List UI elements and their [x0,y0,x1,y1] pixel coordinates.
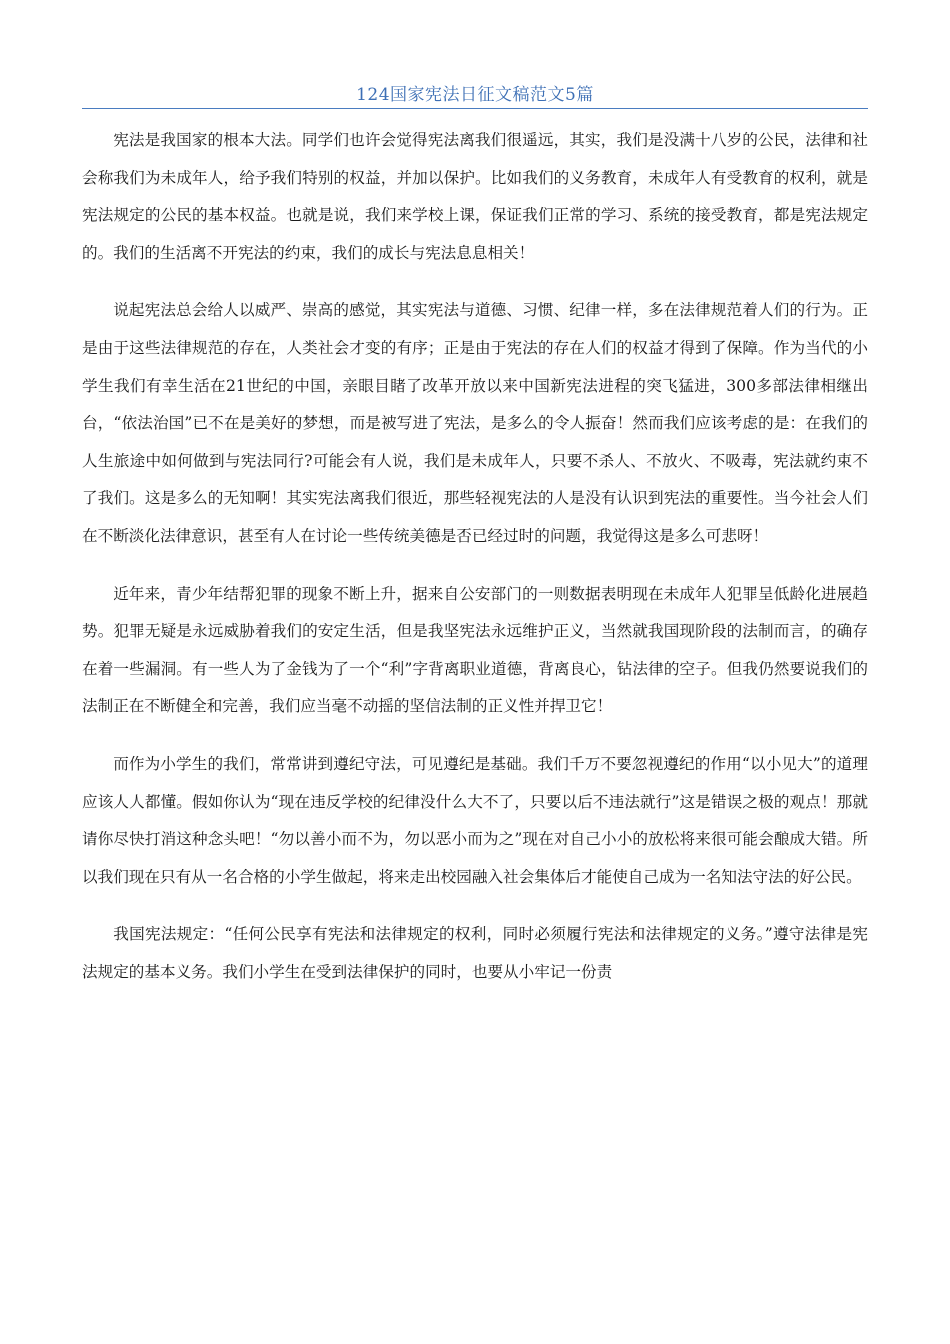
paragraph-3: 近年来，青少年结帮犯罪的现象不断上升，据来自公安部门的一则数据表明现在未成年人犯罪呈低龄化进展趋势。犯罪无疑是永远威胁着我们的安定生活，但是我坚宪法永远维护正义，当然就我国现阶段的法制而言，的确存在着一些漏洞。有一些人为了金钱为了一个“利”字背离职业道德，背离良心，钻法律的空子。但我仍然要说我们的法制正在不断健全和完善，我们应当毫不动摇的坚信法制的正义性并捍卫它！ [82,584,868,716]
document-title: 124国家宪法日征文稿范文5篇 [356,85,594,105]
title-divider [82,108,868,109]
paragraph-4: 而作为小学生的我们，常常讲到遵纪守法，可见遵纪是基础。我们千万不要忽视遵纪的作用“以小见大”的道理应该人人都懂。假如你认为“现在违反学校的纪律没什么大不了，只要以后不违法就行”这是错误之极的观点！那就请你尽快打消这种念头吧！“勿以善小而不为，勿以恶小而为之”现在对自己小小的放松将来很可能会酿成大错。所以我们现在只有从一名合格的小学生做起，将来走出校园融入社会集体后才能使自己成为一名知法守法的好公民。 [82,754,868,886]
document-body [82,122,868,991]
paragraph-2: 说起宪法总会给人以威严、崇高的感觉，其实宪法与道德、习惯、纪律一样，多在法律规范着人们的行为。正是由于这些法律规范的存在，人类社会才变的有序；正是由于宪法的存在人们的权益才得到了保障。作为当代的小学生我们有幸生活在21世纪的中国，亲眼目睹了改革开放以来中国新宪法进程的突飞猛进，300多部法律相继出台，“依法治国”已不在是美好的梦想，而是被写进了宪法，是多么的令人振奋！然而我们应该考虑的是：在我们的人生旅途中如何做到与宪法同行?可能会有人说，我们是未成年人，只要不杀人、不放火、不吸毒，宪法就约束不了我们。这是多么的无知啊！其实宪法离我们很近，那些轻视宪法的人是没有认识到宪法的重要性。当今社会人们在不断淡化法律意识，甚至有人在讨论一些传统美德是否已经过时的问题，我觉得这是多么可悲呀！ [82,301,868,545]
paragraph-5: 我国宪法规定：“任何公民享有宪法和法律规定的权利，同时必须履行宪法和法律规定的义务。”遵守法律是宪法规定的基本义务。我们小学生在受到法律保护的同时，也要从小牢记一份责 [82,925,868,981]
paragraph-1: 宪法是我国家的根本大法。同学们也许会觉得宪法离我们很遥远，其实，我们是没满十八岁的公民，法律和社会称我们为未成年人，给予我们特别的权益，并加以保护。比如我们的义务教育，未成年人有受教育的权利，就是宪法规定的公民的基本权益。也就是说，我们来学校上课，保证我们正常的学习、系统的接受教育，都是宪法规定的。我们的生活离不开宪法的约束，我们的成长与宪法息息相关！ [82,131,868,262]
